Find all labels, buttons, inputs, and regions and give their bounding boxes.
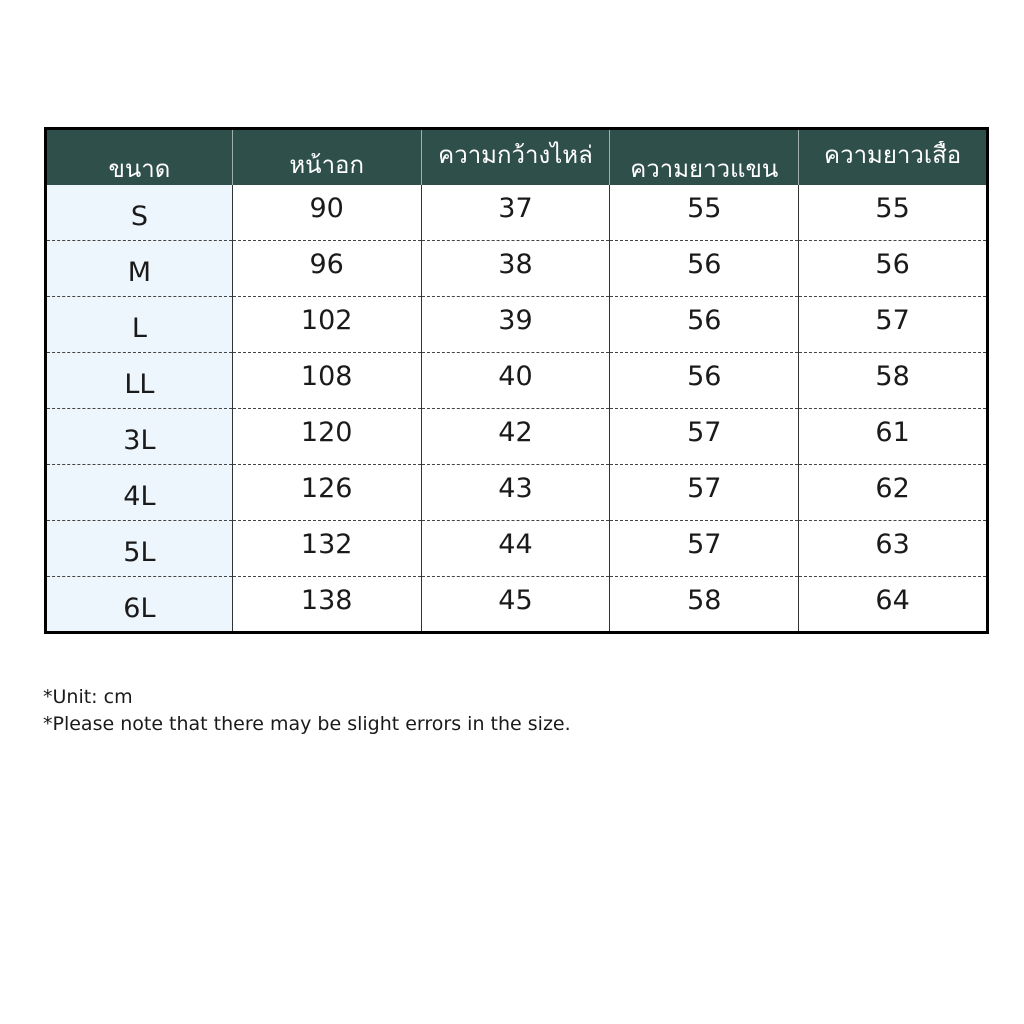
cell-size: M xyxy=(46,241,233,297)
table-row xyxy=(46,465,988,521)
table-row xyxy=(46,241,988,297)
cell-body-length: 63 xyxy=(799,521,988,577)
cell-size: L xyxy=(46,297,233,353)
cell-shoulder-width: 45 xyxy=(421,577,610,633)
header-shoulder-width: ความกว้างไหล่ xyxy=(421,129,610,185)
unit-note: *Unit: cm xyxy=(43,686,133,708)
cell-body-length: 58 xyxy=(799,353,988,409)
cell-body-length: 55 xyxy=(799,185,988,241)
cell-body-length: 57 xyxy=(799,297,988,353)
cell-chest: 90 xyxy=(232,185,421,241)
cell-sleeve-length: 58 xyxy=(610,577,799,633)
disclaimer-note: *Please note that there may be slight errors in the size. xyxy=(43,713,571,735)
cell-sleeve-length: 56 xyxy=(610,297,799,353)
table-body xyxy=(46,185,988,633)
cell-shoulder-width: 42 xyxy=(421,409,610,465)
cell-size: 4L xyxy=(46,465,233,521)
cell-chest: 120 xyxy=(232,409,421,465)
header-row xyxy=(46,129,988,185)
cell-size: S xyxy=(46,185,233,241)
cell-body-length: 61 xyxy=(799,409,988,465)
table-row xyxy=(46,409,988,465)
cell-size: 5L xyxy=(46,521,233,577)
table-row xyxy=(46,185,988,241)
cell-body-length: 64 xyxy=(799,577,988,633)
cell-sleeve-length: 56 xyxy=(610,353,799,409)
cell-chest: 126 xyxy=(232,465,421,521)
table-row xyxy=(46,353,988,409)
header-size: ขนาด xyxy=(46,129,233,185)
cell-chest: 96 xyxy=(232,241,421,297)
cell-sleeve-length: 57 xyxy=(610,465,799,521)
cell-size: 3L xyxy=(46,409,233,465)
header-chest: หน้าอก xyxy=(232,129,421,185)
cell-body-length: 56 xyxy=(799,241,988,297)
header-sleeve-length: ความยาวแขน xyxy=(610,129,799,185)
cell-size: 6L xyxy=(46,577,233,633)
cell-sleeve-length: 57 xyxy=(610,409,799,465)
cell-chest: 108 xyxy=(232,353,421,409)
cell-sleeve-length: 57 xyxy=(610,521,799,577)
header-body-length: ความยาวเสื้อ xyxy=(799,129,988,185)
table-header xyxy=(46,129,988,185)
cell-chest: 138 xyxy=(232,577,421,633)
cell-sleeve-length: 56 xyxy=(610,241,799,297)
table-row xyxy=(46,577,988,633)
cell-shoulder-width: 38 xyxy=(421,241,610,297)
table-row xyxy=(46,297,988,353)
cell-chest: 132 xyxy=(232,521,421,577)
cell-shoulder-width: 44 xyxy=(421,521,610,577)
cell-sleeve-length: 55 xyxy=(610,185,799,241)
cell-shoulder-width: 40 xyxy=(421,353,610,409)
size-chart-table xyxy=(44,127,989,634)
cell-shoulder-width: 37 xyxy=(421,185,610,241)
cell-size: LL xyxy=(46,353,233,409)
size-notes xyxy=(43,684,571,738)
cell-shoulder-width: 43 xyxy=(421,465,610,521)
cell-shoulder-width: 39 xyxy=(421,297,610,353)
cell-chest: 102 xyxy=(232,297,421,353)
table-row xyxy=(46,521,988,577)
cell-body-length: 62 xyxy=(799,465,988,521)
